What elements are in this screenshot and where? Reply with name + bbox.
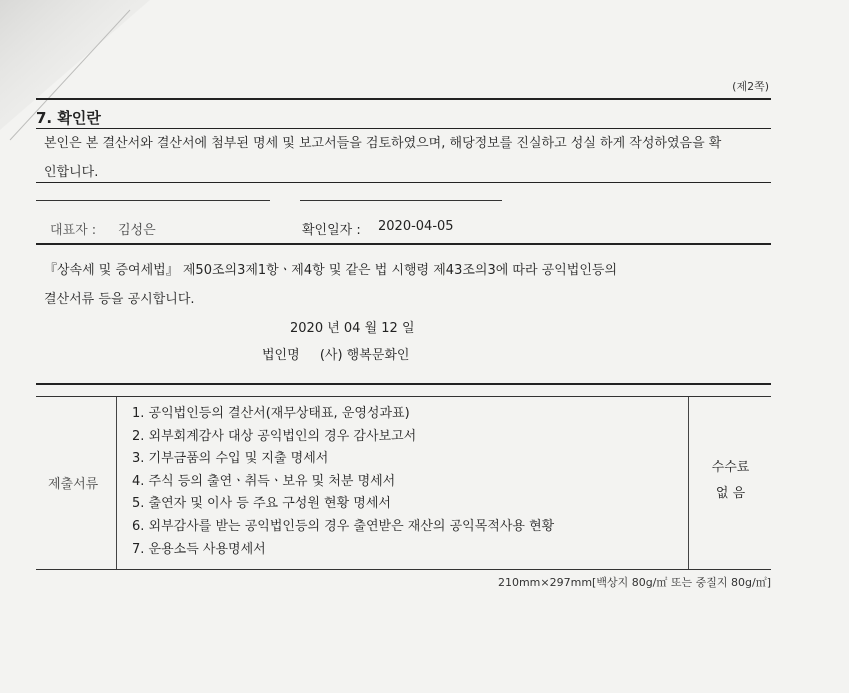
document-list (132, 403, 554, 561)
confirm-date-label: 확인일자 : (302, 223, 361, 238)
top-rule (36, 98, 771, 100)
fee-label: 수수료 (711, 460, 750, 475)
list-item: 5. 출연자 및 이사 등 주요 구성원 현황 명세서 (132, 496, 391, 512)
statement-line-1: 본인은 본 결산서와 결산서에 첨부된 명세 및 보고서들을 검토하였으며, 해당정보를 진실하고 성실 하게 작성하였음을 확 (44, 136, 722, 151)
column-divider-2 (688, 397, 689, 569)
list-item: 4. 주식 등의 출연ㆍ취득ㆍ보유 및 처분 명세서 (132, 473, 396, 489)
confirmation-statement (44, 134, 774, 183)
disclosure-statement (44, 261, 764, 310)
heading-rule (36, 128, 771, 129)
disclosure-line-2: 결산서류 등을 공시합니다. (44, 292, 195, 307)
corporation-name: (사) 행복문화인 (319, 348, 410, 363)
corporation-line (262, 344, 425, 363)
list-item: 2. 외부회계감사 대상 공익법인의 경우 감사보고서 (132, 428, 417, 444)
paper-spec: 210mm×297mm[백상지 80g/㎡ 또는 중질지 80g/㎡] (497, 576, 771, 589)
statement-line-2: 인합니다. (44, 165, 99, 180)
submission-table (36, 396, 771, 570)
column-divider-1 (116, 397, 117, 569)
list-item: 3. 기부금품의 수입 및 지출 명세서 (132, 451, 329, 467)
disclosure-date: 2020 년 04 월 12 일 (290, 321, 415, 336)
list-item: 7. 운용소득 사용명세서 (132, 541, 266, 557)
confirmation-bottom-rule (36, 243, 771, 245)
signature-line-left (36, 200, 270, 201)
representative-label: 대표자 : (50, 223, 97, 238)
representative-name: 김성은 (118, 223, 156, 238)
list-item: 6. 외부감사를 받는 공익법인등의 경우 출연받은 재산의 공익목적사용 현황 (132, 518, 555, 534)
corporation-label: 법인명 (262, 348, 300, 363)
disclosure-rule (36, 383, 771, 385)
signature-line-right (300, 200, 502, 201)
list-item: 1. 공익법인등의 결산서(재무상태표, 운영성과표) (132, 406, 410, 421)
page-number: (제2쪽) (732, 80, 769, 93)
confirm-date: 2020-04-05 (378, 219, 454, 234)
statement-rule (36, 182, 771, 183)
confirmation-heading: 7. 확인란 (36, 109, 101, 127)
submission-label: 제출서류 (48, 477, 99, 492)
fee-value: 없 음 (715, 486, 746, 501)
disclosure-line-1: 『상속세 및 증여세법』 제50조의3제1항ㆍ제4항 및 같은 법 시행령 제43조의3에 따라 공익법인등의 (44, 263, 618, 278)
